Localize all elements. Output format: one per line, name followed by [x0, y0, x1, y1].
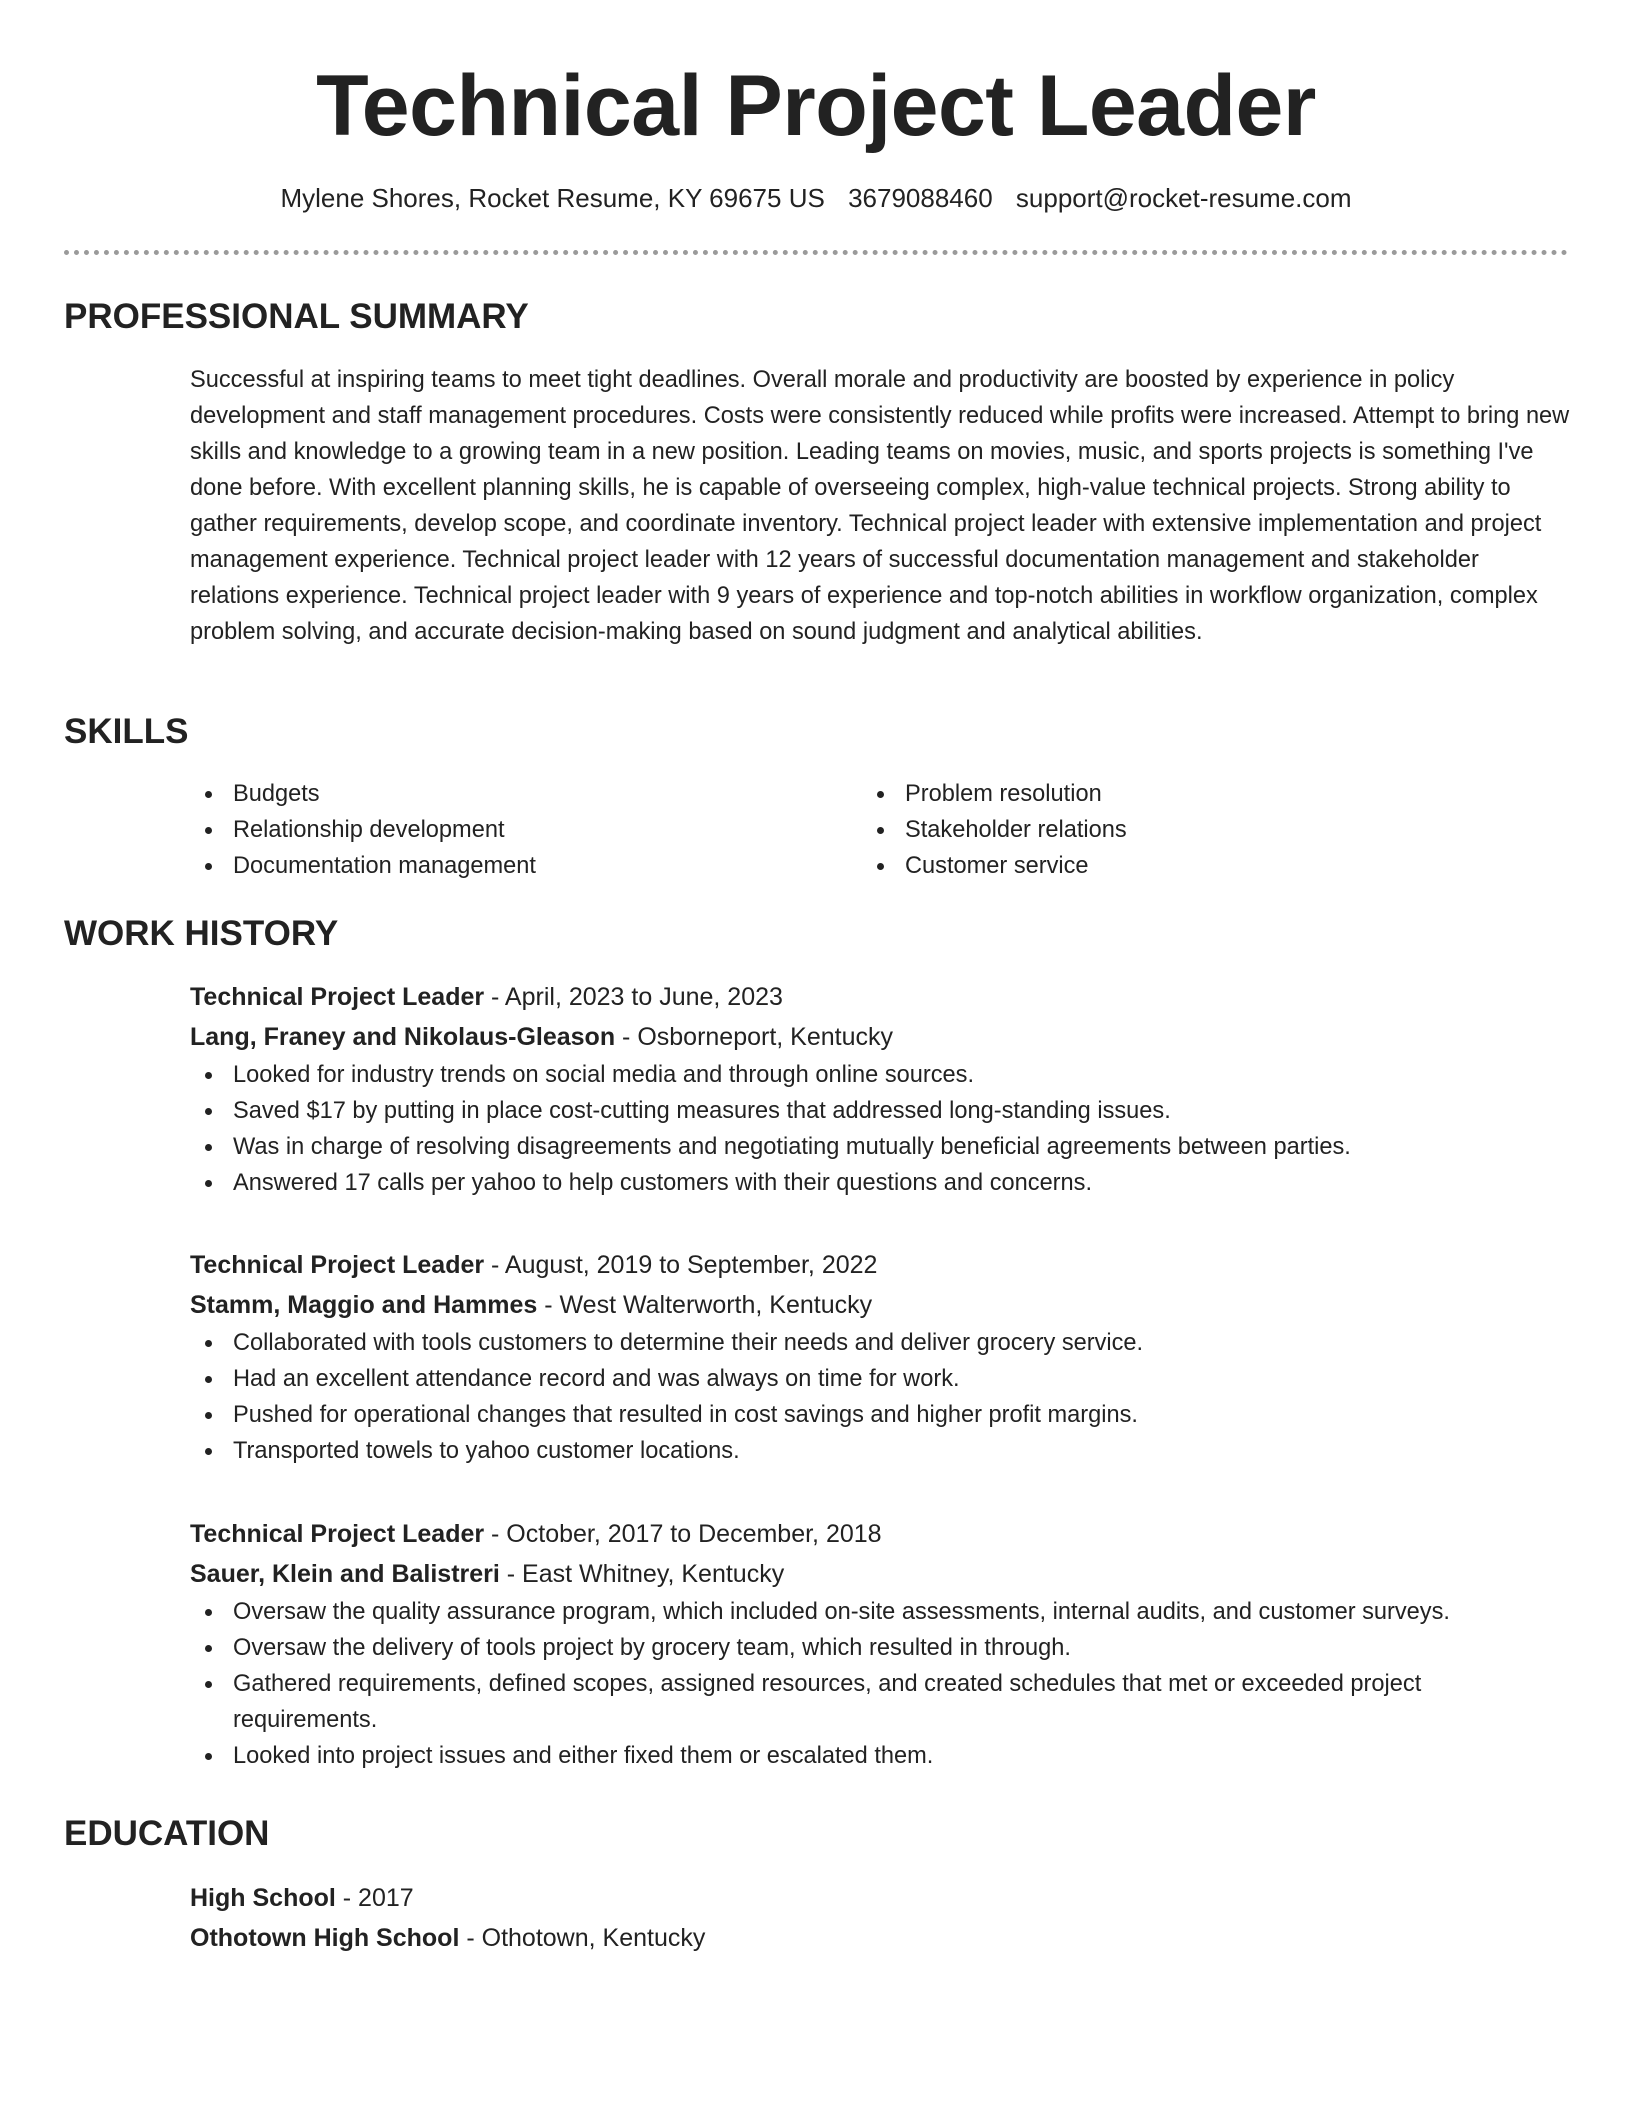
job-location: - Osborneport, Kentucky: [615, 1023, 894, 1051]
job-location: - West Walterworth, Kentucky: [537, 1291, 873, 1319]
skill-item: Stakeholder relations: [862, 812, 1522, 848]
skill-item: Relationship development: [190, 812, 850, 848]
contact-line: [0, 180, 1632, 216]
skills-column-left: [190, 776, 850, 884]
education-year: - 2017: [335, 1884, 414, 1912]
job-company: Sauer, Klein and Balistreri: [190, 1560, 500, 1588]
education-entry: [190, 1878, 1570, 1958]
job-bullets: [190, 1325, 1570, 1469]
job-company-line: [190, 1285, 1570, 1325]
contact-address: Mylene Shores, Rocket Resume, KY 69675 US: [280, 183, 825, 213]
job-bullets: [190, 1057, 1570, 1201]
job-bullet: Looked for industry trends on social media and through online sources.: [190, 1057, 1570, 1093]
job-role: Technical Project Leader: [190, 983, 485, 1011]
candidate-name: Technical Project Leader: [316, 58, 1316, 154]
skill-item: Documentation management: [190, 848, 850, 884]
skill-item: Budgets: [190, 776, 850, 812]
summary-block: [190, 362, 1570, 650]
job-company: Stamm, Maggio and Hammes: [190, 1291, 538, 1319]
education-school: Othotown High School: [190, 1924, 460, 1952]
skills-column-right: [862, 776, 1522, 884]
job-bullet: Gathered requirements, defined scopes, assigned resources, and created schedules that met or exceeded project requirements.: [190, 1666, 1570, 1738]
education-heading: EDUCATION: [64, 1814, 270, 1853]
job-title-line: [190, 977, 1570, 1017]
education-degree: High School: [190, 1884, 336, 1912]
skill-item: Customer service: [862, 848, 1522, 884]
skills-list-left: [190, 776, 850, 884]
header-divider: [64, 250, 1568, 255]
job-role: Technical Project Leader: [190, 1520, 485, 1548]
job-bullet: Answered 17 calls per yahoo to help customers with their questions and concerns.: [190, 1165, 1570, 1201]
job-bullet: Had an excellent attendance record and was always on time for work.: [190, 1361, 1570, 1397]
education-location: - Othotown, Kentucky: [459, 1924, 706, 1952]
job-bullet: Collaborated with tools customers to determine their needs and deliver grocery service.: [190, 1325, 1570, 1361]
summary-text: Successful at inspiring teams to meet tight deadlines. Overall morale and productivity are boosted by experience in policy development and staff management procedures. Costs were consistently reduced while profits were increased. Attempt to bring new skills and knowledge to a growing team in a new position. Leading teams on movies, music, and sports projects is something I've done before. With excellent planning skills, he is capable of overseeing complex, high-value technical projects. Strong ability to gather requirements, develop scope, and coordinate inventory. Technical project leader with extensive implementation and project management experience. Technical project leader with 12 years of successful documentation management and stakeholder relations experience. Technical project leader with 9 years of experience and top-notch abilities in workflow organization, complex problem solving, and accurate decision-making based on sound judgment and analytical abilities.: [190, 367, 1570, 645]
job-entry: [190, 977, 1570, 1201]
job-entry: [190, 1245, 1570, 1469]
job-bullet: Oversaw the quality assurance program, which included on-site assessments, internal audits, and customer surveys.: [190, 1594, 1570, 1630]
job-dates: - October, 2017 to December, 2018: [484, 1520, 882, 1548]
job-dates: - August, 2019 to September, 2022: [484, 1251, 878, 1279]
skills-heading: SKILLS: [64, 712, 189, 751]
job-title-line: [190, 1514, 1570, 1554]
skills-block: [190, 776, 1570, 886]
job-bullet: Transported towels to yahoo customer locations.: [190, 1433, 1570, 1469]
contact-phone: 3679088460: [848, 183, 993, 213]
job-location: - East Whitney, Kentucky: [499, 1560, 785, 1588]
job-bullet: Pushed for operational changes that resulted in cost savings and higher profit margins.: [190, 1397, 1570, 1433]
skill-item: Problem resolution: [862, 776, 1522, 812]
work-history-heading: WORK HISTORY: [64, 914, 339, 953]
job-company-line: [190, 1017, 1570, 1057]
job-bullet: Saved $17 by putting in place cost-cutting measures that addressed long-standing issues.: [190, 1093, 1570, 1129]
job-dates: - April, 2023 to June, 2023: [484, 983, 783, 1011]
job-title-line: [190, 1245, 1570, 1285]
education-school-line: [190, 1918, 1570, 1958]
job-entry: [190, 1514, 1570, 1774]
job-company: Lang, Franey and Nikolaus-Gleason: [190, 1023, 616, 1051]
education-degree-line: [190, 1878, 1570, 1918]
skills-list-right: [862, 776, 1522, 884]
job-bullets: [190, 1594, 1570, 1774]
contact-email: support@rocket-resume.com: [1015, 183, 1352, 213]
job-company-line: [190, 1554, 1570, 1594]
job-role: Technical Project Leader: [190, 1251, 485, 1279]
job-bullet: Was in charge of resolving disagreements and negotiating mutually beneficial agreements between parties.: [190, 1129, 1570, 1165]
summary-heading: PROFESSIONAL SUMMARY: [64, 297, 529, 336]
job-bullet: Looked into project issues and either fixed them or escalated them.: [190, 1738, 1570, 1774]
job-bullet: Oversaw the delivery of tools project by grocery team, which resulted in through.: [190, 1630, 1570, 1666]
